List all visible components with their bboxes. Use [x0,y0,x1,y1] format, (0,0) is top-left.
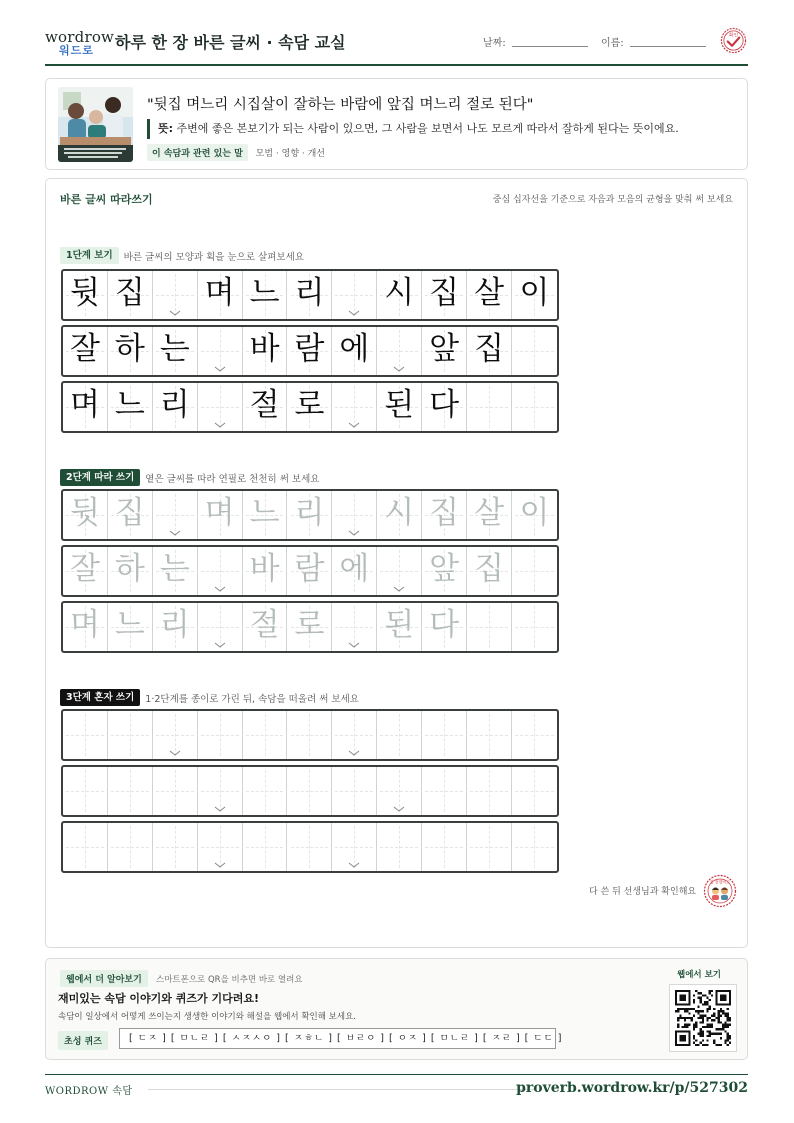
grid-cell[interactable] [467,547,512,595]
grid-character: 바 [249,551,280,587]
footer-brand: WORDROW 속담 [45,1086,133,1097]
qr-code-icon [675,990,731,1046]
meaning-label: 뜻: [158,122,174,135]
check-stamp-icon [720,27,747,54]
grid-cell [108,327,153,375]
grid-cell [288,271,333,319]
space-mark-icon [169,530,181,536]
step-2-header [60,467,319,485]
grid-cell[interactable] [153,603,198,651]
page-footer [45,1074,748,1104]
grid-cell [243,271,288,319]
grid-character: 앞 [429,551,460,587]
grid-cell[interactable] [63,767,108,815]
logo [45,28,115,57]
grid-cell[interactable] [243,491,288,539]
web-tag: 웹에서 더 알아보기 [60,970,148,987]
step-1-badge: 1단계 보기 [60,247,119,264]
grid-cell[interactable] [422,491,467,539]
grid-row[interactable] [61,601,559,653]
grid-cell [198,327,243,375]
grid-cell[interactable] [422,823,467,871]
grid-character: 바 [249,331,280,367]
grid-cell[interactable] [467,823,512,871]
grid-cell [332,271,377,319]
grid-cell[interactable] [63,491,108,539]
grid-row[interactable] [61,765,559,817]
footer-divider [148,1089,536,1090]
grid-cell[interactable] [288,823,333,871]
grid-cell [153,383,198,431]
grid-character: 하 [114,331,145,367]
grid-cell[interactable] [198,711,243,759]
grid-character: 뒷 [69,275,100,311]
grid-cell[interactable] [63,547,108,595]
web-more-card [45,958,748,1060]
grid-cell[interactable] [512,823,557,871]
grid-cell [63,271,108,319]
grid-cell[interactable] [63,603,108,651]
teacher-note: 다 쓴 뒤 선생님과 확인해요 [589,887,697,897]
grid-row[interactable] [61,489,559,541]
grid-cell[interactable] [467,767,512,815]
grid-cell[interactable] [332,603,377,651]
footer-url[interactable]: proverb.wordrow.kr/p/527302 [516,1080,748,1096]
space-mark-icon [348,310,360,316]
grid-cell [198,383,243,431]
logo-wordmark: wordrow [45,28,115,46]
grid-character: 집 [114,495,145,531]
step-1-desc: 바른 글씨의 모양과 획을 눈으로 살펴보세요 [123,251,304,263]
grid-cell[interactable] [377,711,422,759]
step-3-badge: 3단계 혼자 쓰기 [60,689,140,706]
grid-cell[interactable] [332,823,377,871]
grid-cell[interactable] [243,603,288,651]
teacher-stamp-label: 참 잘했어요 [709,879,731,885]
grid-cell[interactable] [467,711,512,759]
grid-cell[interactable] [243,823,288,871]
grid-cell [288,327,333,375]
grid-character: 살 [474,275,505,311]
page-title: 하루 한 장 바른 글씨 · 속담 교실 [115,33,346,52]
grid-cell [243,383,288,431]
grid-cell [108,271,153,319]
grid-character: 잘 [69,331,100,367]
grid-cell[interactable] [198,603,243,651]
grid-character: 며 [69,387,100,423]
grid-cell[interactable] [467,491,512,539]
grid-cell [332,327,377,375]
grid-character: 느 [114,607,145,643]
grid-cell[interactable] [422,767,467,815]
grid-cell[interactable] [63,711,108,759]
space-mark-icon [393,366,405,372]
grid-cell[interactable] [512,491,557,539]
grid-cell[interactable] [243,547,288,595]
space-mark-icon [214,642,226,648]
grid-cell[interactable] [332,491,377,539]
grid-character: 는 [159,331,190,367]
grid-character: 집 [429,495,460,531]
qr-title: 웹에서 보기 [676,970,721,980]
grid-cell [467,383,512,431]
grid-cell [512,327,557,375]
grid-cell [422,271,467,319]
grid-cell[interactable] [288,547,333,595]
grid-cell[interactable] [108,547,153,595]
grid-character: 며 [204,495,235,531]
grid-cell [198,271,243,319]
grid-cell[interactable] [198,547,243,595]
grid-cell[interactable] [467,603,512,651]
grid-cell[interactable] [243,711,288,759]
grid-character: 리 [159,607,190,643]
grid-character: 다 [429,607,460,643]
step-2-desc: 옅은 글씨를 따라 연필로 천천히 써 보세요 [145,473,320,485]
grid-character: 된 [384,607,415,643]
web-headline: 재미있는 속담 이야기와 퀴즈가 기다려요! [58,992,259,1005]
stamp-label: 확인 [728,33,739,39]
grid-row[interactable] [61,709,559,761]
grid-cell [467,327,512,375]
space-mark-icon [348,530,360,536]
grid-cell[interactable] [108,823,153,871]
space-mark-icon [348,862,360,868]
grid-row[interactable] [61,821,559,873]
grid-character: 리 [294,275,325,311]
grid-cell[interactable] [377,823,422,871]
grid-cell [153,271,198,319]
grid-character: 된 [384,387,415,423]
space-mark-icon [348,422,360,428]
grid-cell[interactable] [198,767,243,815]
teacher-stamp-icon [703,874,737,908]
step-2-badge: 2단계 따라 쓰기 [60,469,140,486]
grid-character: 리 [294,495,325,531]
practice-title: 바른 글씨 따라쓰기 [60,193,153,206]
grid-cell [108,383,153,431]
grid-character: 집 [474,331,505,367]
grid-cell[interactable] [153,547,198,595]
grid-row [61,325,559,377]
grid-character: 며 [69,607,100,643]
date-field[interactable] [512,46,588,47]
space-mark-icon [214,422,226,428]
grid-character: 집 [474,551,505,587]
step-3-header [60,687,359,705]
grid-cell[interactable] [153,491,198,539]
grid-cell[interactable] [153,767,198,815]
grid-cell[interactable] [108,711,153,759]
grid-character: 이 [519,495,550,531]
related-label: 이 속담과 관련 있는 말 [147,144,248,161]
space-mark-icon [214,366,226,372]
grid-character: 절 [249,387,280,423]
grid-character: 살 [474,495,505,531]
name-field[interactable] [630,46,706,47]
space-mark-icon [214,806,226,812]
grid-cell[interactable] [108,603,153,651]
grid-character: 람 [294,551,325,587]
grid-cell[interactable] [108,491,153,539]
grid-cell[interactable] [288,491,333,539]
date-label: 날짜: [483,38,506,49]
grid-character: 집 [429,275,460,311]
grid-character: 느 [114,387,145,423]
grid-cell[interactable] [377,547,422,595]
step-3-desc: 1·2단계를 종이로 가린 뒤, 속담을 떠올려 써 보세요 [145,693,359,705]
grid-character: 앞 [429,331,460,367]
grid-cell [288,383,333,431]
grid-character: 시 [384,495,415,531]
grid-character: 느 [249,495,280,531]
quiz-label: 초성 퀴즈 [58,1031,108,1050]
qr-code-link[interactable] [669,984,737,1052]
space-mark-icon [393,806,405,812]
grid-cell [512,271,557,319]
space-mark-icon [393,586,405,592]
grid-cell[interactable] [377,603,422,651]
grid-character: 로 [294,387,325,423]
grid-character: 이 [519,275,550,311]
grid-character: 리 [159,387,190,423]
grid-cell[interactable] [377,767,422,815]
grid-character: 느 [249,275,280,311]
grid-cell[interactable] [288,603,333,651]
grid-cell [422,327,467,375]
grid-cell [422,383,467,431]
grid-cell[interactable] [153,823,198,871]
grid-character: 하 [114,551,145,587]
space-mark-icon [214,862,226,868]
space-mark-icon [348,750,360,756]
grid-character: 잘 [69,551,100,587]
grid-cell [63,383,108,431]
grid-character: 시 [384,275,415,311]
grid-character: 며 [204,275,235,311]
grid-character: 다 [429,387,460,423]
grid-cell [467,271,512,319]
space-mark-icon [169,750,181,756]
grid-cell[interactable] [198,823,243,871]
meaning-text: 주변에 좋은 본보기가 되는 사람이 있으면, 그 사람을 보면서 나도 모르게 따라서 잘하게 된다는 뜻이에요. [176,122,679,135]
web-subtext: 속담이 일상에서 어떻게 쓰이는지 생생한 이야기와 해설을 웹에서 확인해 보세요. [58,1012,356,1022]
grid-cell[interactable] [377,491,422,539]
grid-cell[interactable] [153,711,198,759]
grid-character: 로 [294,607,325,643]
practice-hint: 중심 십자선을 기준으로 자음과 모음의 균형을 맞춰 써 보세요 [492,195,733,205]
grid-character: 는 [159,551,190,587]
grid-cell[interactable] [198,491,243,539]
grid-cell[interactable] [512,603,557,651]
grid-cell[interactable] [332,547,377,595]
space-mark-icon [214,586,226,592]
grid-cell [63,327,108,375]
chosung-quiz: [ ㄷㅈ ] [ ㅁㄴㄹ ] [ ㅅㅈㅅㅇ ] [ ㅈㅎㄴ ] [ ㅂㄹㅇ ] [ ㅇㅈ ] [ ㅁㄴㄹ ] [ ㅈㄹ ] [ ㄷㄷ ] [119,1028,556,1049]
grid-cell[interactable] [512,767,557,815]
grid-row [61,381,559,433]
grid-cell[interactable] [422,711,467,759]
grid-character: 뒷 [69,495,100,531]
space-mark-icon [348,642,360,648]
logo-korean: 워드로 [59,44,94,57]
name-label: 이름: [601,38,624,49]
practice-card [45,178,748,948]
grid-cell [243,327,288,375]
grid-cell [332,383,377,431]
proverb-card [45,78,748,170]
grid-cell[interactable] [108,767,153,815]
step-1-header [60,245,304,263]
grid-cell[interactable] [332,711,377,759]
grid-cell[interactable] [422,603,467,651]
grid-cell[interactable] [512,547,557,595]
grid-cell[interactable] [63,823,108,871]
grid-character: 에 [339,331,370,367]
grid-cell [377,327,422,375]
related-list: 모범 · 영향 · 개선 [255,149,325,159]
illustration-image [58,87,133,162]
grid-cell[interactable] [332,767,377,815]
related-words [147,144,325,161]
grid-character: 절 [249,607,280,643]
grid-cell [377,271,422,319]
grid-row [61,269,559,321]
grid-cell[interactable] [512,711,557,759]
grid-cell[interactable] [288,711,333,759]
grid-cell [153,327,198,375]
grid-cell [512,383,557,431]
grid-cell[interactable] [288,767,333,815]
grid-character: 에 [339,551,370,587]
proverb-meaning [147,119,679,139]
grid-character: 집 [114,275,145,311]
grid-cell[interactable] [422,547,467,595]
page-header [45,26,748,66]
grid-cell [377,383,422,431]
web-hint: 스마트폰으로 QR을 비추면 바로 열려요 [156,975,303,985]
proverb-text: "뒷집 며느리 시집살이 잘하는 바람에 앞집 며느리 절로 된다" [147,97,534,113]
grid-cell[interactable] [243,767,288,815]
space-mark-icon [169,310,181,316]
grid-character: 람 [294,331,325,367]
grid-row[interactable] [61,545,559,597]
